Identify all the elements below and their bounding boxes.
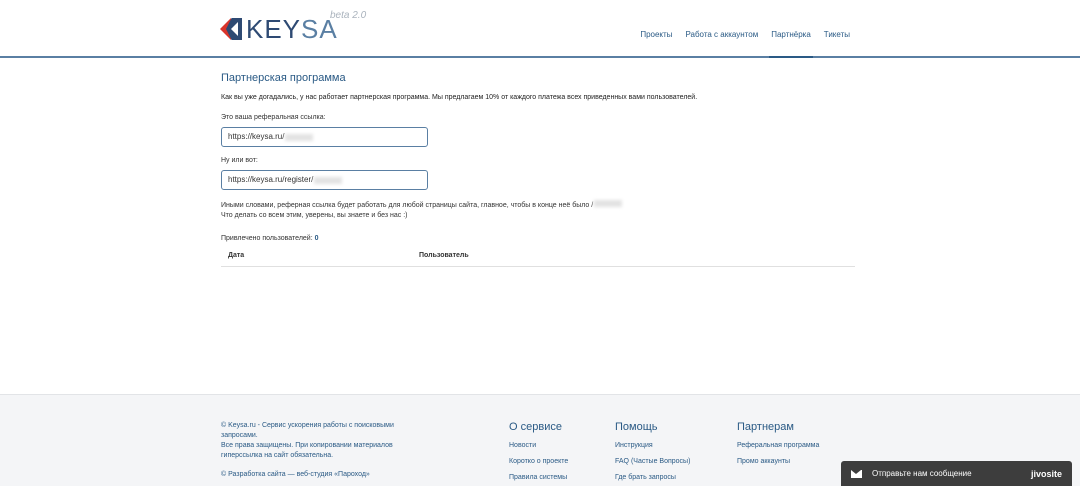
nav-tickets[interactable]: Тикеты — [823, 30, 850, 39]
footer-link-faq[interactable]: FAQ (Частые Вопросы) — [615, 458, 691, 465]
referred-count: 0 — [314, 235, 319, 242]
logo[interactable] — [220, 14, 338, 44]
note-line-1: Иными словами, реферная ссылка будет работать для любой страницы сайта, главное, чтобы в конце неё было / — [221, 202, 594, 209]
footer-link-instructions[interactable]: Инструкция — [615, 442, 653, 449]
main-nav — [629, 0, 852, 58]
footer-link-news[interactable]: Новости — [509, 442, 537, 449]
register-link-label: Ну или вот: — [221, 157, 258, 164]
referral-link-field[interactable] — [221, 127, 428, 147]
nav-projects[interactable]: Проекты — [640, 30, 673, 39]
copyright-line-2: Все права защищены. При копировании материалов гиперссылка на сайт обязательна. — [221, 442, 393, 459]
nav-partners[interactable]: Партнёрка — [769, 0, 813, 58]
note-line-2: Что делать со всем этим, уверены, вы знаете и без нас :) — [221, 212, 408, 219]
nav-account[interactable]: Работа с аккаунтом — [685, 30, 759, 39]
chat-prompt: Отправьте нам сообщение — [872, 469, 972, 478]
footer-link-promo[interactable]: Промо аккаунты — [737, 458, 791, 465]
main-content — [221, 72, 855, 267]
blurred-referral-id — [594, 200, 622, 207]
keysa-logo-icon — [220, 18, 242, 40]
referral-link-value: https://keysa.ru/ — [228, 132, 285, 141]
copyright-line-1: © Keysa.ru - Сервис ускорения работы с поисковыми запросами. — [221, 422, 394, 439]
developer-credit[interactable]: © Разработка сайта — веб-студия «Пароход» — [221, 471, 370, 478]
beta-label: beta 2.0 — [330, 10, 367, 21]
blurred-referral-id — [314, 177, 342, 184]
blurred-referral-id — [285, 134, 313, 141]
chat-widget[interactable] — [841, 461, 1072, 486]
column-user: Пользователь — [419, 249, 855, 267]
footer-about-title: О сервисе — [509, 421, 562, 433]
footer-link-queries[interactable]: Где брать запросы — [615, 474, 676, 481]
footer-copyright — [221, 421, 421, 486]
table-header-row — [221, 249, 855, 267]
footer-about — [509, 421, 568, 486]
referral-link-label: Это ваша реферальная ссылка: — [221, 114, 326, 121]
footer-partners — [737, 421, 819, 474]
envelope-icon — [851, 470, 862, 478]
footer-link-about[interactable]: Коротко о проекте — [509, 458, 569, 465]
register-link-value: https://keysa.ru/register/ — [228, 175, 314, 184]
header — [0, 0, 1080, 58]
logo-text-sa: SA — [301, 14, 338, 44]
footer-partners-title: Партнерам — [737, 421, 794, 433]
footer-link-referral[interactable]: Реферальная программа — [737, 442, 820, 449]
footer-link-rules[interactable]: Правила системы — [509, 474, 568, 481]
footer-help-title: Помощь — [615, 421, 658, 433]
footer-help — [615, 421, 690, 486]
referrals-table — [221, 249, 855, 267]
column-date: Дата — [221, 249, 419, 267]
intro-text: Как вы уже догадались, у нас работает партнерская программа. Мы предлагаем 10% от каждого платежа всех приведенных вами пользователей. — [221, 94, 698, 101]
referred-label: Привлечено пользователей: — [221, 235, 313, 242]
logo-text-key: KEY — [246, 14, 302, 44]
register-link-field[interactable] — [221, 170, 428, 190]
referred-users — [221, 235, 855, 242]
chat-brand: jivosite — [1030, 468, 1062, 479]
page-title: Партнерская программа — [221, 72, 346, 84]
referral-note — [221, 200, 855, 221]
